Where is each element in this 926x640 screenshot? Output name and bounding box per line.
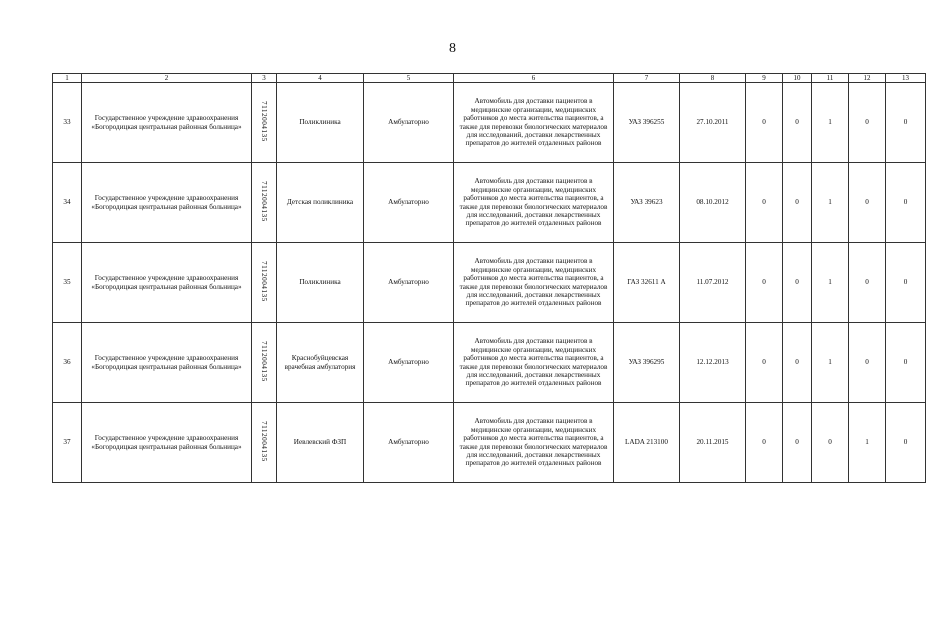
value-cell: 1	[812, 243, 849, 323]
inn-value: 7112004135	[260, 180, 269, 222]
value-cell: 0	[746, 243, 783, 323]
value-cell: 0	[886, 243, 926, 323]
row-number: 37	[53, 403, 82, 483]
care-type: Амбулаторно	[364, 83, 454, 163]
row-number: 33	[53, 83, 82, 163]
inn-cell	[252, 403, 277, 483]
table-row	[53, 83, 926, 163]
vehicle-model: УАЗ 39623	[614, 163, 680, 243]
inn-value: 7112004135	[260, 340, 269, 382]
value-cell: 0	[783, 163, 812, 243]
col-header: 12	[849, 74, 886, 83]
subdivision: Детская поликлиника	[277, 163, 364, 243]
vehicle-purpose: Автомобиль для доставки пациентов в медицинские организации, медицинских работников до места жительства пациентов, а также для перевозки биологических материалов для исследований, доставки лекарственных препаратов до жителей отдаленных районов	[454, 243, 614, 323]
care-type: Амбулаторно	[364, 403, 454, 483]
col-header: 7	[614, 74, 680, 83]
inn-value: 7112004135	[260, 420, 269, 462]
care-type: Амбулаторно	[364, 243, 454, 323]
organization-name: Государственное учреждение здравоохранения «Богородицкая центральная районная больница»	[82, 163, 252, 243]
row-number: 34	[53, 163, 82, 243]
subdivision: Краснобуйцевская врачебная амбулатория	[277, 323, 364, 403]
table-row	[53, 163, 926, 243]
registration-date: 08.10.2012	[680, 163, 746, 243]
subdivision: Поликлиника	[277, 83, 364, 163]
inn-value: 7112004135	[260, 260, 269, 302]
col-header: 8	[680, 74, 746, 83]
vehicle-model: LADA 213100	[614, 403, 680, 483]
organization-name: Государственное учреждение здравоохранения «Богородицкая центральная районная больница»	[82, 403, 252, 483]
col-header: 6	[454, 74, 614, 83]
col-header: 9	[746, 74, 783, 83]
col-header: 13	[886, 74, 926, 83]
vehicle-model: ГАЗ 32611 А	[614, 243, 680, 323]
col-header: 1	[53, 74, 82, 83]
registration-date: 11.07.2012	[680, 243, 746, 323]
registration-date: 20.11.2015	[680, 403, 746, 483]
value-cell: 0	[783, 243, 812, 323]
value-cell: 0	[783, 83, 812, 163]
value-cell: 0	[849, 83, 886, 163]
value-cell: 1	[849, 403, 886, 483]
value-cell: 0	[783, 403, 812, 483]
vehicle-purpose: Автомобиль для доставки пациентов в медицинские организации, медицинских работников до места жительства пациентов, а также для перевозки биологических материалов для исследований, доставки лекарственных препаратов до жителей отдаленных районов	[454, 163, 614, 243]
value-cell: 1	[812, 83, 849, 163]
registration-date: 27.10.2011	[680, 83, 746, 163]
value-cell: 0	[746, 403, 783, 483]
subdivision: Поликлиника	[277, 243, 364, 323]
value-cell: 0	[849, 243, 886, 323]
page-number: 8	[449, 41, 456, 56]
vehicle-purpose: Автомобиль для доставки пациентов в медицинские организации, медицинских работников до места жительства пациентов, а также для перевозки биологических материалов для исследований, доставки лекарственных препаратов до жителей отдаленных районов	[454, 83, 614, 163]
care-type: Амбулаторно	[364, 163, 454, 243]
row-number: 36	[53, 323, 82, 403]
col-header: 10	[783, 74, 812, 83]
value-cell: 0	[849, 323, 886, 403]
inn-cell	[252, 243, 277, 323]
organization-name: Государственное учреждение здравоохранения «Богородицкая центральная районная больница»	[82, 243, 252, 323]
table-row	[53, 323, 926, 403]
value-cell: 0	[812, 403, 849, 483]
registration-date: 12.12.2013	[680, 323, 746, 403]
col-header: 5	[364, 74, 454, 83]
value-cell: 0	[886, 323, 926, 403]
col-header: 4	[277, 74, 364, 83]
care-type: Амбулаторно	[364, 323, 454, 403]
vehicle-purpose: Автомобиль для доставки пациентов в медицинские организации, медицинских работников до места жительства пациентов, а также для перевозки биологических материалов для исследований, доставки лекарственных препаратов до жителей отдаленных районов	[454, 323, 614, 403]
table-row	[53, 243, 926, 323]
row-number: 35	[53, 243, 82, 323]
organization-name: Государственное учреждение здравоохранения «Богородицкая центральная районная больница»	[82, 323, 252, 403]
value-cell: 1	[812, 163, 849, 243]
vehicle-model: УАЗ 396255	[614, 83, 680, 163]
inn-cell	[252, 323, 277, 403]
vehicle-table	[52, 73, 926, 483]
col-header: 11	[812, 74, 849, 83]
vehicle-purpose: Автомобиль для доставки пациентов в медицинские организации, медицинских работников до места жительства пациентов, а также для перевозки биологических материалов для исследований, доставки лекарственных препаратов до жителей отдаленных районов	[454, 403, 614, 483]
inn-cell	[252, 163, 277, 243]
subdivision: Иевлевский ФЗП	[277, 403, 364, 483]
table-header-row	[53, 74, 926, 83]
value-cell: 0	[886, 163, 926, 243]
inn-value: 7112004135	[260, 100, 269, 142]
value-cell: 1	[812, 323, 849, 403]
value-cell: 0	[886, 83, 926, 163]
value-cell: 0	[849, 163, 886, 243]
vehicle-model: УАЗ 396295	[614, 323, 680, 403]
organization-name: Государственное учреждение здравоохранения «Богородицкая центральная районная больница»	[82, 83, 252, 163]
value-cell: 0	[746, 323, 783, 403]
inn-cell	[252, 83, 277, 163]
table-row	[53, 403, 926, 483]
value-cell: 0	[746, 163, 783, 243]
value-cell: 0	[783, 323, 812, 403]
col-header: 2	[82, 74, 252, 83]
value-cell: 0	[746, 83, 783, 163]
col-header: 3	[252, 74, 277, 83]
value-cell: 0	[886, 403, 926, 483]
